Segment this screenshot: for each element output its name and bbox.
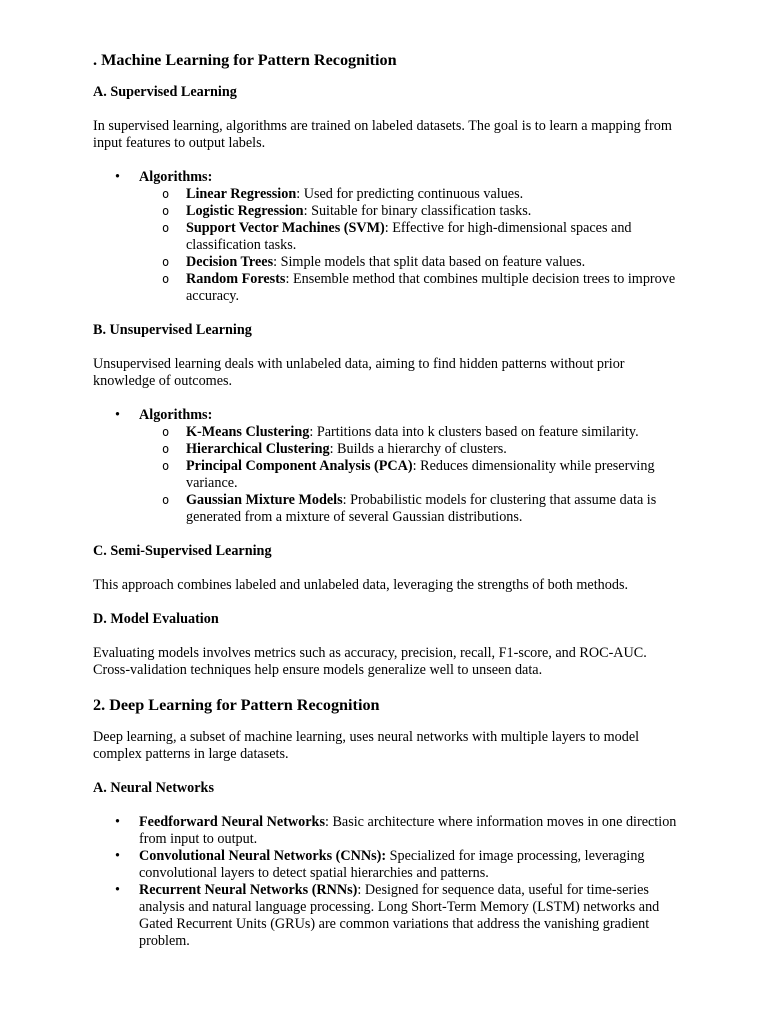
algo-term: Linear Regression xyxy=(186,186,297,202)
network-desc: Specialized for image processing, leveraging convolutional layers to detect spatial hierarchies and patterns. xyxy=(139,848,645,881)
unsupervised-algorithms xyxy=(139,424,678,526)
algo-term: K-Means Clustering xyxy=(186,424,310,440)
list-item xyxy=(186,220,678,254)
network-desc: : Basic architecture where information moves in one direction from input to output. xyxy=(139,814,677,847)
network-term: Feedforward Neural Networks xyxy=(139,814,325,830)
section-1-title: . Machine Learning for Pattern Recognition xyxy=(93,51,397,69)
unsupervised-list xyxy=(93,407,678,526)
section-2-intro: Deep learning, a subset of machine learning, uses neural networks with multiple layers to model complex patterns in large datasets. xyxy=(93,729,640,762)
algo-term: Logistic Regression xyxy=(186,203,304,219)
list-item xyxy=(186,441,678,458)
list-item xyxy=(139,407,678,526)
supervised-intro: In supervised learning, algorithms are trained on labeled datasets. The goal is to learn a mapping from input features to output labels. xyxy=(93,118,672,151)
section-2-title: 2. Deep Learning for Pattern Recognition xyxy=(93,696,380,714)
list-item xyxy=(186,254,678,271)
list-item xyxy=(139,848,678,882)
unsupervised-intro: Unsupervised learning deals with unlabeled data, aiming to find hidden patterns without prior knowledge of outcomes. xyxy=(93,356,625,389)
neural-networks-list xyxy=(93,814,678,950)
algo-desc: : Simple models that split data based on feature values. xyxy=(273,254,586,270)
algorithms-label: Algorithms: xyxy=(139,169,213,185)
algo-desc: : Ensemble method that combines multiple decision trees to improve accuracy. xyxy=(186,271,676,304)
network-term: Convolutional Neural Networks (CNNs): xyxy=(139,848,387,864)
algo-desc: : Builds a hierarchy of clusters. xyxy=(329,441,507,457)
algo-desc: : Effective for high-dimensional spaces and classification tasks. xyxy=(186,220,632,253)
model-evaluation-heading: D. Model Evaluation xyxy=(93,611,219,627)
list-item xyxy=(139,814,678,848)
semi-supervised-text: This approach combines labeled and unlabeled data, leveraging the strengths of both methods. xyxy=(93,577,629,593)
supervised-algorithms xyxy=(139,186,678,305)
supervised-list xyxy=(93,169,678,305)
list-item xyxy=(139,882,678,950)
list-item xyxy=(186,424,678,441)
algo-term: Support Vector Machines (SVM) xyxy=(186,220,385,236)
list-item xyxy=(186,492,678,526)
list-item xyxy=(139,169,678,305)
algo-term: Principal Component Analysis (PCA) xyxy=(186,458,413,474)
algo-term: Random Forests xyxy=(186,271,286,287)
algorithms-label: Algorithms: xyxy=(139,407,213,423)
list-item xyxy=(186,271,678,305)
supervised-heading: A. Supervised Learning xyxy=(93,84,237,100)
network-desc: : Designed for sequence data, useful for time-series analysis and natural language processing. Long Short-Term Memory (LSTM) networks and Gated Recurrent Units (GRUs) are common variations that address the vanishing gradient problem. xyxy=(139,882,660,949)
algo-desc: : Probabilistic models for clustering that assume data is generated from a mixture of several Gaussian distributions. xyxy=(186,492,657,525)
model-evaluation-text: Evaluating models involves metrics such as accuracy, precision, recall, F1-score, and ROC-AUC. Cross-validation techniques help ensure models generalize well to unseen data. xyxy=(93,645,647,678)
list-item xyxy=(186,186,678,203)
algo-term: Hierarchical Clustering xyxy=(186,441,330,457)
network-term: Recurrent Neural Networks (RNNs) xyxy=(139,882,358,898)
list-item xyxy=(186,458,678,492)
list-item xyxy=(186,203,678,220)
algo-desc: : Reduces dimensionality while preserving variance. xyxy=(186,458,655,491)
algo-desc: : Used for predicting continuous values. xyxy=(296,186,524,202)
semi-supervised-heading: C. Semi-Supervised Learning xyxy=(93,543,272,559)
algo-desc: : Partitions data into k clusters based on feature similarity. xyxy=(309,424,639,440)
neural-networks-heading: A. Neural Networks xyxy=(93,780,214,796)
algo-term: Gaussian Mixture Models xyxy=(186,492,343,508)
algo-desc: : Suitable for binary classification tasks. xyxy=(303,203,532,219)
unsupervised-heading: B. Unsupervised Learning xyxy=(93,322,252,338)
algo-term: Decision Trees xyxy=(186,254,274,270)
